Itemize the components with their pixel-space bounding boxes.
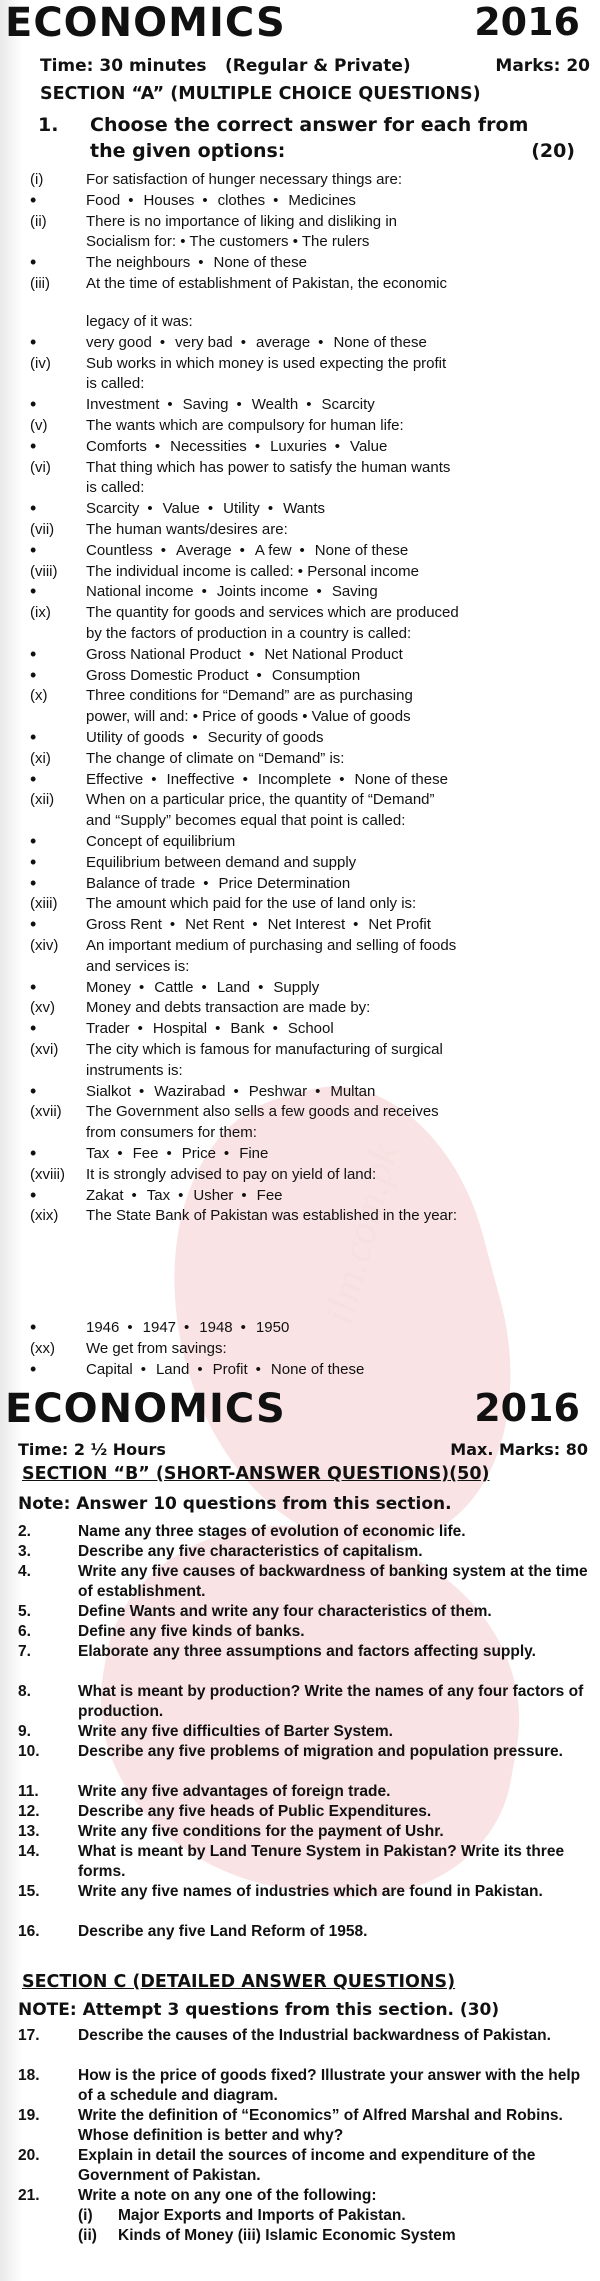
mcq-option: • Wealth [229, 395, 299, 415]
question-text: Write any five difficulties of Barter System. [78, 1723, 393, 1740]
mcq-option: National income [86, 583, 194, 601]
mcq-text: The amount which paid for the use of land only is: [86, 895, 417, 913]
mcq-option: • Medicines [265, 191, 356, 211]
question-number: 14. [18, 1843, 40, 1860]
mcq-number: (xx) [30, 1340, 55, 1357]
mcq-text: The State Bank of Pakistan was established in the year: [86, 1207, 458, 1225]
mcq-number: (viii) [30, 562, 58, 580]
question-number: 5. [18, 1603, 31, 1620]
mcq-number: (vii) [30, 521, 55, 538]
question-text: Describe any five Land Reform of 1958. [78, 1923, 368, 1940]
question-text: Describe any five heads of Public Expenditures. [78, 1803, 432, 1820]
mcq-option: • Wazirabad [131, 1082, 225, 1102]
option-group [86, 253, 307, 273]
mcq-text: by the factors of production in a country is called: [86, 625, 412, 642]
mcq-option: • 1950 [233, 1318, 290, 1338]
mcq-number: (i) [30, 171, 44, 188]
question-text: Write any five causes of backwardness of banking system at the time of establishment. [78, 1563, 588, 1600]
mcq-text: and services is: [86, 957, 190, 975]
question-number: 3. [18, 1543, 31, 1560]
option-text: Major Exports and Imports of Pakistan. [118, 2207, 406, 2224]
mcq-option: • Fee [109, 1144, 158, 1164]
mcq-option: Countless [86, 541, 153, 559]
bullet-icon: • [30, 1359, 37, 1379]
mcq-option: • Fine [216, 1144, 268, 1164]
mcq-option: • Luxuries [247, 437, 327, 457]
question-number: 13. [18, 1823, 40, 1840]
mcq-option: • Average [153, 541, 232, 561]
bullet-icon: • [30, 435, 37, 456]
section-c-title: SECTION C (DETAILED ANSWER QUESTIONS) [22, 1972, 456, 1992]
question-number: 7. [18, 1643, 31, 1660]
mcq-number: (xiii) [30, 895, 58, 913]
mcq-text: The quantity for goods and services which are produced [86, 604, 459, 622]
mcq-option: Gross Domestic Product [86, 666, 249, 684]
question-number: 8. [18, 1683, 31, 1700]
mcq-number: (vi) [30, 458, 51, 476]
question-text: Elaborate any three assumptions and factors affecting supply. [78, 1643, 536, 1660]
question-number: 6. [18, 1623, 31, 1640]
section-b-note: Note: Answer 10 questions from this section. [18, 1494, 452, 1514]
question-text: Describe any five characteristics of capitalism. [78, 1543, 423, 1560]
mcq-number: (x) [30, 687, 48, 705]
mcq-number: (ix) [30, 604, 51, 622]
mcq-option: • 1947 [119, 1318, 176, 1338]
mcq-option: Trader [86, 1020, 130, 1038]
option-group [86, 874, 350, 894]
mcq-option: • 1948 [176, 1318, 233, 1338]
option-group [86, 437, 387, 457]
mcq-number: (ii) [30, 212, 47, 230]
question-text: Describe any five problems of migration and population pressure. [78, 1743, 563, 1760]
option-group [86, 1019, 334, 1039]
mcq-option: • Net Rent [162, 915, 244, 935]
question-text: What is meant by Land Tenure System in Pakistan? Write its three forms. [78, 1843, 565, 1880]
mcq-option: • Profit [189, 1360, 247, 1380]
question-text: Write any five advantages of foreign trade. [78, 1783, 391, 1800]
question-number: 9. [18, 1723, 31, 1740]
mcq-option: • Saving [159, 395, 228, 415]
question-text: How is the price of goods fixed? Illustrate your answer with the help of a schedule and diagram. [78, 2067, 581, 2104]
mcq-text: It is strongly advised to pay on yield of land: [86, 1165, 377, 1183]
mcq-option: • Utility [200, 499, 260, 519]
question-number: 20. [18, 2147, 40, 2164]
question-number: 2. [18, 1523, 31, 1540]
mcq-option: • Incomplete [235, 770, 332, 790]
mcq-option: • A few [232, 541, 292, 561]
bullet-icon: • [30, 664, 37, 685]
mcq-text: The individual income is called: • Personal income [86, 562, 419, 580]
mcq-option: The neighbours [86, 254, 191, 272]
mcq-text: from consumers for them: [86, 1124, 257, 1142]
section-b-title: SECTION “B” (SHORT-ANSWER QUESTIONS)(50) [22, 1464, 490, 1484]
mcq-option: • Joints income [194, 582, 309, 602]
mcq-option: Concept of equilibrium [86, 833, 236, 850]
paper1-header [0, 0, 600, 50]
question-number: 11. [18, 1783, 39, 1800]
mcq-option: Tax [86, 1145, 110, 1162]
mcq-option: • Usher [170, 1186, 233, 1206]
mcq-option: • clothes [194, 191, 265, 211]
question-number: 21. [18, 2187, 40, 2204]
mcq-text: Money and debts transaction are made by: [86, 999, 371, 1017]
question-text: Describe the causes of the Industrial backwardness of Pakistan. [78, 2027, 551, 2044]
mcq-option: Zakat [86, 1186, 124, 1204]
mcq-text: legacy of it was: [86, 313, 193, 330]
option-group [86, 541, 408, 561]
mcq-option: • Necessities [147, 437, 247, 457]
question-text: Define any five kinds of banks. [78, 1623, 305, 1640]
mcq-number: (xvi) [30, 1041, 59, 1058]
mcq-option: • Hospital [130, 1019, 207, 1039]
question-text: Write any five conditions for the payment of Ushr. [78, 1823, 444, 1840]
mcq-number: (xv) [30, 999, 55, 1017]
mcq-number: (v) [30, 417, 48, 434]
bullet-icon: • [30, 914, 37, 935]
paper1-time: Time: 30 minutes [40, 56, 207, 76]
mcq-text: That thing which has power to satisfy the human wants [86, 458, 451, 476]
paper1-subject: ECONOMICS [5, 0, 286, 46]
mcq-option: • None of these [310, 333, 427, 353]
mcq-text: The wants which are compulsory for human life: [86, 417, 404, 434]
mcq-text: The change of climate on “Demand” is: [86, 749, 345, 767]
mcq-option: • None of these [248, 1360, 365, 1380]
section-c-note: NOTE: Attempt 3 questions from this section. (30) [18, 2000, 500, 2020]
mcq-option: • Value [327, 437, 388, 457]
option-group [86, 191, 356, 211]
mcq-option: Investment [86, 396, 160, 414]
mcq-option: • Multan [307, 1082, 375, 1102]
question-text: Name any three stages of evolution of economic life. [78, 1523, 466, 1540]
mcq-option: • Price Determination [195, 874, 350, 894]
mcq-option: • Houses [120, 191, 194, 211]
option-group [86, 1082, 375, 1102]
question-1-line2: the given options: [90, 140, 286, 162]
mcq-option: • Wants [260, 499, 325, 519]
mcq-option: • average [233, 333, 310, 353]
mcq-text: Sub works in which money is used expecting the profit [86, 354, 447, 372]
bullet-icon: • [30, 394, 37, 415]
mcq-text: There is no importance of liking and disliking in [86, 212, 397, 230]
option-text: Kinds of Money (iii) Islamic Economic System [118, 2227, 456, 2244]
bullet-icon: • [30, 581, 37, 602]
mcq-option: Balance of trade [86, 874, 196, 892]
paper2-subject: ECONOMICS [5, 1386, 286, 1432]
mcq-option: • Land [193, 978, 250, 998]
mcq-option: • Fee [233, 1186, 282, 1206]
bullet-icon: • [30, 1080, 37, 1101]
question-number: 19. [18, 2107, 40, 2124]
mcq-option: Scarcity [86, 500, 140, 518]
mcq-option: • Net Profit [345, 915, 431, 935]
question-text: What is meant by production? Write the names of any four factors of production. [78, 1683, 584, 1720]
mcq-option: • Value [139, 499, 200, 519]
mcq-option: • None of these [331, 770, 448, 790]
mcq-option: 1946 [86, 1319, 120, 1336]
option-group [86, 333, 427, 353]
mcq-option: • None of these [190, 253, 307, 273]
option-group [86, 1144, 268, 1164]
mcq-option: • Consumption [249, 666, 361, 686]
mcq-option: • Saving [309, 582, 378, 602]
mcq-option: • Price [158, 1144, 215, 1164]
bullet-icon: • [30, 498, 37, 519]
question-number: 4. [18, 1563, 31, 1580]
option-group [86, 582, 378, 602]
mcq-text: For satisfaction of hunger necessary things are: [86, 171, 402, 188]
option-group [86, 1360, 364, 1380]
option-group [86, 1186, 283, 1206]
mcq-option: • None of these [292, 541, 409, 561]
watermark-text: ilm.com.pk [316, 1139, 409, 1329]
bullet-icon: • [30, 1018, 37, 1039]
mcq-option: Comforts [86, 437, 147, 455]
question-number: 10. [18, 1743, 40, 1760]
bullet-icon: • [30, 976, 37, 997]
bullet-icon: • [30, 331, 37, 352]
paper1-year: 2016 [474, 0, 580, 44]
mcq-text: When on a particular price, the quantity of “Demand” [86, 791, 435, 809]
mcq-option: • Scarcity [298, 395, 375, 415]
question-number: 17. [18, 2027, 40, 2044]
bullet-icon: • [30, 643, 37, 664]
paper1-mode: (Regular & Private) [225, 56, 411, 76]
mcq-option: Gross National Product [86, 645, 242, 663]
option-group [86, 770, 448, 790]
mcq-text: Socialism for: • The customers • The rulers [86, 233, 370, 251]
mcq-option: • Land [133, 1360, 190, 1380]
mcq-option: • Peshwar [225, 1082, 307, 1102]
bullet-icon: • [30, 1143, 37, 1163]
paper2-marks: Max. Marks: 80 [450, 1440, 588, 1459]
option-group [86, 728, 324, 748]
option-group [86, 1318, 289, 1338]
paper2-year: 2016 [474, 1386, 580, 1430]
mcq-option: • School [265, 1019, 334, 1039]
option-group [86, 645, 403, 665]
mcq-text: is called: [86, 479, 145, 497]
mcq-option: • Bank [207, 1019, 264, 1039]
mcq-text: Three conditions for “Demand” are as purchasing [86, 687, 413, 705]
bullet-icon: • [30, 831, 37, 851]
bullet-icon: • [30, 1317, 37, 1337]
mcq-number: (xvii) [30, 1103, 62, 1121]
mcq-text: The Government also sells a few goods and receives [86, 1103, 439, 1121]
mcq-option: • Security of goods [184, 728, 323, 748]
bullet-icon: • [30, 252, 37, 273]
bullet-icon: • [30, 851, 37, 872]
question-1-marks: (20) [531, 140, 575, 162]
mcq-text: The human wants/desires are: [86, 521, 288, 538]
section-a-title: SECTION “A” (MULTIPLE CHOICE QUESTIONS) [40, 84, 481, 104]
bullet-icon: • [30, 539, 37, 560]
mcq-option: Sialkot [86, 1082, 132, 1100]
mcq-option: Capital [86, 1361, 133, 1378]
mcq-option: • Supply [250, 978, 319, 998]
mcq-option: very good [86, 333, 152, 351]
question-number: 16. [18, 1923, 40, 1940]
bullet-icon: • [30, 1184, 37, 1205]
option-group [86, 853, 356, 873]
option-group [86, 832, 235, 852]
mcq-option: Money [86, 978, 132, 996]
mcq-option: • very bad [152, 333, 233, 353]
mcq-text: power, will and: • Price of goods • Value of goods [86, 708, 411, 726]
question-text: Write a note on any one of the following: [78, 2187, 377, 2204]
mcq-option: • Ineffective [143, 770, 234, 790]
mcq-option: Food [86, 191, 121, 209]
option-group [86, 978, 319, 998]
option-group [86, 499, 325, 519]
option-group [86, 395, 375, 415]
question-number: 18. [18, 2067, 40, 2084]
mcq-text: and “Supply” becomes equal that point is called: [86, 812, 406, 830]
question-text: Write the definition of “Economics” of Alfred Marshal and Robins. Whose definition is better and why? [78, 2107, 563, 2144]
mcq-number: (xi) [30, 749, 51, 767]
bullet-icon: • [30, 727, 37, 747]
question-1-number: 1. [38, 114, 59, 136]
mcq-option: Effective [86, 770, 144, 788]
mcq-option: Utility of goods [86, 729, 185, 746]
question-text: Define Wants and write any four characteristics of them. [78, 1603, 492, 1620]
option-number: (ii) [78, 2227, 97, 2244]
mcq-option: • Net Interest [244, 915, 345, 935]
mcq-number: (xviii) [30, 1165, 65, 1183]
paper2-time: Time: 2 ½ Hours [18, 1440, 166, 1459]
mcq-option: • Net National Product [241, 645, 403, 665]
question-number: 12. [18, 1803, 40, 1820]
mcq-option: • Cattle [131, 978, 193, 998]
question-text: Explain in detail the sources of income and expenditure of the Government of Pakistan. [78, 2147, 536, 2184]
mcq-text: instruments is: [86, 1061, 183, 1079]
option-group [86, 915, 431, 935]
paper2-header [0, 1386, 600, 1436]
mcq-option: Equilibrium between demand and supply [86, 853, 357, 871]
option-group [86, 666, 360, 686]
mcq-text: We get from savings: [86, 1340, 227, 1357]
bullet-icon: • [30, 189, 37, 210]
bullet-icon: • [30, 768, 37, 789]
mcq-number: (iii) [30, 275, 50, 292]
mcq-text: is called: [86, 375, 145, 393]
mcq-option: Gross Rent [86, 916, 162, 934]
mcq-number: (iv) [30, 354, 51, 372]
question-text: Write any five names of industries which are found in Pakistan. [78, 1883, 543, 1900]
bullet-icon: • [30, 872, 37, 893]
option-number: (i) [78, 2207, 93, 2224]
mcq-option: • Tax [124, 1186, 171, 1206]
mcq-number: (xix) [30, 1207, 59, 1225]
mcq-number: (xii) [30, 791, 55, 809]
mcq-text: At the time of establishment of Pakistan, the economic [86, 275, 448, 292]
question-number: 15. [18, 1883, 40, 1900]
mcq-text: An important medium of purchasing and selling of foods [86, 937, 457, 954]
paper1-marks: Marks: 20 [495, 56, 590, 76]
question-1-line1: Choose the correct answer for each from [90, 114, 529, 136]
mcq-number: (xiv) [30, 937, 59, 954]
mcq-text: The city which is famous for manufacturing of surgical [86, 1041, 443, 1058]
